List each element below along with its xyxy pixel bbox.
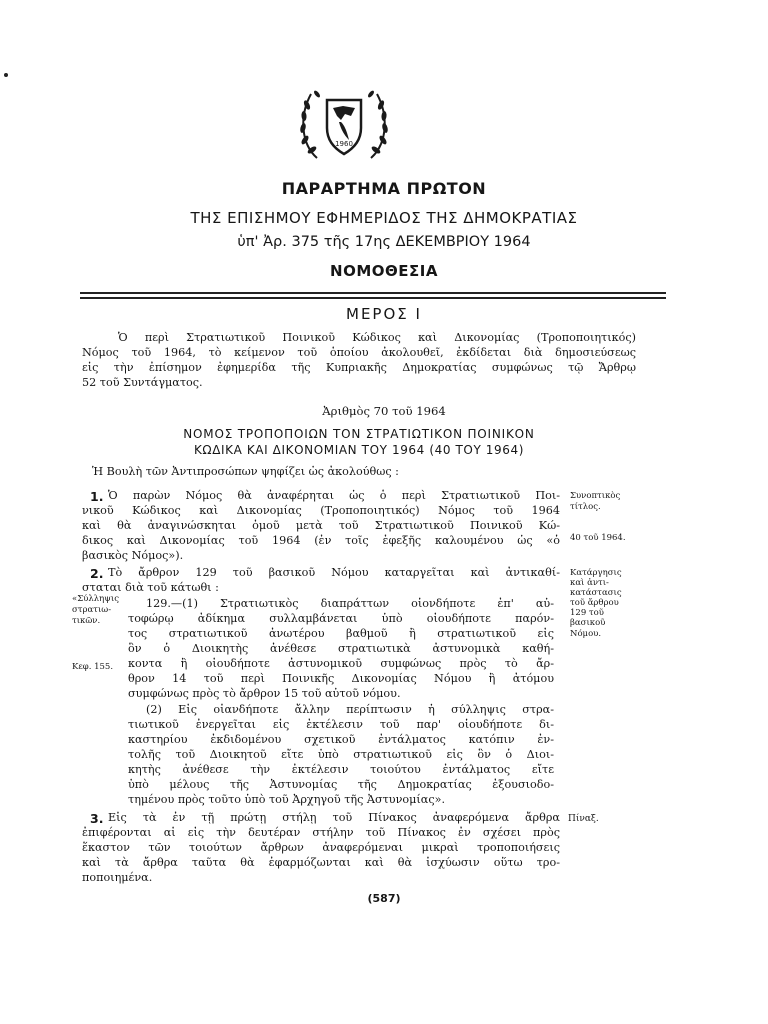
article-3-text: ποποιημένα. — [82, 871, 153, 884]
section-129-1: τοφώρῳ ἀδίκημα συλλαμβάνεται ὑπὸ οἱουδήποτε παρόν- — [128, 612, 554, 625]
margin-note: Συνοπτικὸς — [570, 491, 621, 501]
law-title: ΝΟΜΟΣ ΤΡΟΠΟΠΟΙΩΝ ΤΟΝ ΣΤΡΑΤΙΩΤΙΚΟΝ ΠΟΙΝΙΚΟΝ — [183, 427, 535, 441]
gazette-issue: ὑπ' Ἀρ. 375 τῆς 17ης ΔΕΚΕΜΒΡΙΟΥ 1964 — [237, 234, 531, 250]
margin-note: καὶ ἀντι- — [570, 578, 609, 588]
divider-top — [80, 292, 666, 294]
margin-note: κατάστασις — [570, 588, 622, 598]
margin-note: τοῦ ἄρθρου — [570, 598, 619, 608]
enacting-formula: Ἡ Βουλὴ τῶν Ἀντιπροσώπων ψηφίζει ὡς ἀκολούθως : — [92, 465, 399, 478]
intro-line: Ὁ περὶ Στρατιωτικοῦ Ποινικοῦ Κώδικος καὶ Δικονομίας (Τροποποιητικός) — [118, 331, 636, 344]
section-129-2: τιωτικοῦ ἐνεργεῖται εἰς ἐκτέλεσιν τοῦ παρ' οἱουδήποτε δι- — [128, 718, 554, 731]
article-3-text: Εἰς τὰ ἐν τῇ πρώτῃ στήλῃ τοῦ Πίνακος ἀναφερόμενα ἄρθρα — [108, 811, 560, 824]
scan-speck — [4, 73, 8, 77]
law-number: Ἀριθμὸς 70 τοῦ 1964 — [322, 404, 446, 418]
article-1-text: δικος καὶ Δικονομίας τοῦ 1964 (ἐν τοῖς ἑφεξῆς καλουμένου ὡς «ὁ — [82, 534, 560, 547]
intro-line: εἰς τὴν ἐπίσημον ἐφημερίδα τῆς Κυπριακῆς Δημοκρατίας συμφώνως τῷ Ἄρθρῳ — [82, 361, 636, 374]
article-2-text: Τὸ ἄρθρον 129 τοῦ βασικοῦ Νόμου καταργεῖται καὶ ἀντικαθί- — [108, 566, 560, 579]
section-129-2: τημένου πρὸς τοῦτο ὑπὸ τοῦ Ἀρχηγοῦ τῆς Ἀστυνομίας». — [128, 793, 446, 806]
article-3-text: ἐπιφέρονται αἱ εἰς τὴν δευτέραν στήλην τοῦ Πίνακος ἐν σχέσει πρὸς — [82, 826, 560, 839]
section-129-1: συμφώνως πρὸς τὸ ἄρθρον 15 τοῦ αὐτοῦ νόμου. — [128, 687, 401, 700]
article-1-text: βασικὸς Νόμος»). — [82, 549, 184, 562]
side-heading: τικῶν. — [72, 616, 101, 626]
page-number: (587) — [367, 892, 401, 905]
article-3-text: ἕκαστον τῶν τοιούτων ἄρθρων ἀναφερόμεναι μικραὶ τροποποιήσεις — [82, 841, 560, 854]
svg-text:1960: 1960 — [335, 140, 353, 148]
margin-note: Νόμου. — [570, 629, 602, 639]
side-heading: στρατιω- — [72, 605, 112, 615]
gazette-subtitle: ΤΗΣ ΕΠΙΣΗΜΟΥ ΕΦΗΜΕΡΙΔΟΣ ΤΗΣ ΔΗΜΟΚΡΑΤΙΑΣ — [190, 209, 578, 227]
margin-note: τίτλος. — [570, 502, 601, 512]
article-3-text: καὶ τὰ ἄρθρα ταῦτα θὰ ἐφαρμόζωνται καὶ θὰ ἰσχύωσιν οὕτω τρο- — [82, 856, 560, 869]
section-129-2: (2) Εἰς οἱανδήποτε ἄλλην περίπτωσιν ἡ σύλληψις στρα- — [146, 703, 554, 716]
side-heading: «Σύλληψις — [72, 594, 120, 604]
article-number: 1. — [90, 489, 104, 504]
section-label: ΝΟΜΟΘΕΣΙΑ — [330, 262, 438, 280]
section-129-1: 129.—(1) Στρατιωτικὸς διαπράττων οἱονδήποτε ἐπ' αὐ- — [146, 597, 554, 610]
section-129-2: ὑπὸ μέλους τῆς Ἀστυνομίας τῆς Δημοκρατίας ἐξουσιοδο- — [128, 778, 554, 791]
article-1-text: καὶ θὰ ἀναγινώσκηται ὁμοῦ μετὰ τοῦ Στρατιωτικοῦ Ποινικοῦ Κώ- — [82, 519, 560, 532]
section-129-2: τολῆς τοῦ Διοικητοῦ εἴτε ὑπὸ στρατιωτικοῦ εἰς ὃν ὁ Διοι- — [128, 748, 554, 761]
part-heading: ΜΕΡΟΣ Ι — [346, 305, 422, 323]
article-number: 2. — [90, 566, 104, 581]
section-129-1: τος στρατιωτικοῦ ἀνωτέρου βαθμοῦ ἢ στρατιωτικοῦ εἰς — [128, 627, 554, 640]
section-129-1: κοντα ἢ οἱουδήποτε ἀστυνομικοῦ συμφώνως πρὸς τὸ ἄρ- — [128, 657, 554, 670]
annex-title: ΠΑΡΑΡΤΗΜΑ ΠΡΩΤΟΝ — [281, 179, 487, 198]
article-1-text: νικοῦ Κώδικος καὶ Δικονομίας (Τροποποιητικός) Νόμος τοῦ 1964 — [82, 504, 560, 517]
section-129-1: θρον 14 τοῦ περὶ Ποινικῆς Δικονομίας Νόμου ἢ ἀτόμου — [128, 672, 554, 685]
section-129-2: καστηρίου ἐκδιδομένου σχετικοῦ ἐντάλματος κατόπιν ἐν- — [128, 733, 554, 746]
margin-note: 40 τοῦ 1964. — [570, 533, 626, 543]
intro-line: Νόμος τοῦ 1964, τὸ κείμενον τοῦ ὁποίου ἀκολουθεῖ, ἐκδίδεται διὰ δημοσιεύσεως — [82, 346, 636, 359]
margin-note: βασικοῦ — [570, 618, 606, 628]
margin-note: 129 τοῦ — [570, 608, 604, 618]
law-title: ΚΩΔΙΚΑ ΚΑΙ ΔΙΚΟΝΟΜΙΑΝ ΤΟΥ 1964 (40 ΤΟΥ 1964) — [193, 443, 525, 457]
section-129-1: ὃν ὁ Διοικητὴς ἀνέθεσε στρατιωτικὰ ἀστυνομικὰ καθή- — [128, 642, 554, 655]
margin-note: Κατάργησις — [570, 568, 622, 578]
article-1-text: Ὁ παρὼν Νόμος θὰ ἀναφέρηται ὡς ὁ περὶ Στρατιωτικοῦ Ποι- — [108, 489, 560, 502]
side-heading: Κεφ. 155. — [72, 662, 114, 672]
article-number: 3. — [90, 811, 104, 826]
margin-note: Πίναξ. — [568, 814, 599, 824]
divider-bottom — [80, 297, 666, 299]
cyprus-coat-of-arms-icon — [297, 80, 391, 170]
article-2-text: σταται διὰ τοῦ κάτωθι : — [82, 581, 219, 594]
intro-line: 52 τοῦ Συντάγματος. — [82, 376, 203, 389]
section-129-2: κητὴς ἀνέθεσε τὴν ἐκτέλεσιν τοιούτου ἐντάλματος εἴτε — [128, 763, 554, 776]
